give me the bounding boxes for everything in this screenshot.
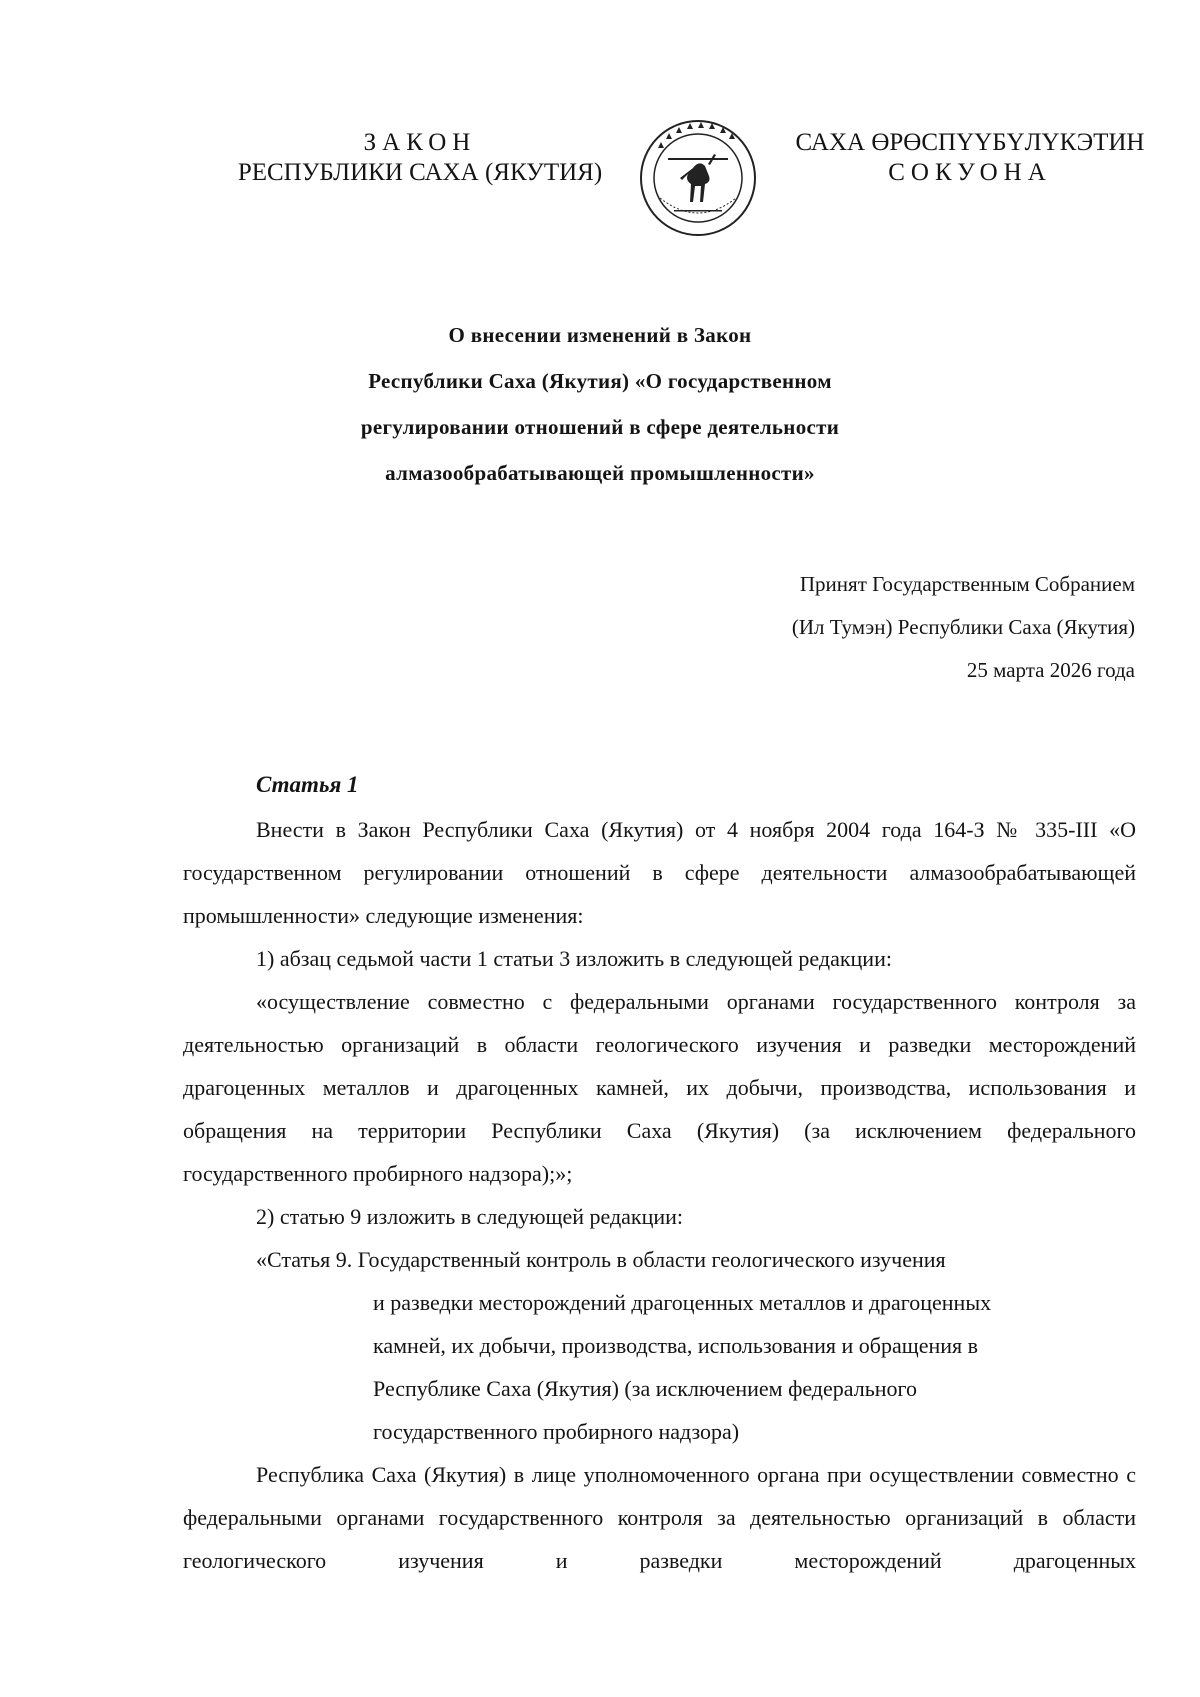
title-line2: Республики Саха (Якутия) «О государственном [368,369,832,393]
law-title [180,312,1020,496]
adoption-block [792,563,1135,692]
header-right-line2: СОКУОНА [888,159,1052,186]
adopted-line2: (Ил Тумэн) Республики Саха (Якутия) [791,615,1135,639]
header-right-line1: САХА ӨРӨСПҮҮБҮЛҮКЭТИН [795,129,1145,156]
art9-line5: государственного пробирного надзора) [373,1419,740,1444]
header-left [235,128,605,188]
header-left-line2: РЕСПУБЛИКИ САХА (ЯКУТИЯ) [237,159,603,186]
adopted-line1: Принят Государственным Собранием [799,572,1135,596]
item-1: 1) абзац седьмой части 1 статьи 3 изложить в следующей редакции: [256,946,892,971]
article-9-paragraph: Республика Саха (Якутия) в лице уполномоченного органа при осуществлении совместно с федеральными органами государственного контроля за деятельностью организаций в области геологического изучения и разведки месторождений драгоценных [183,1462,1136,1573]
art9-line3: камней, их добычи, производства, использования и обращения в [373,1333,979,1358]
article-intro: Внести в Закон Республики Саха (Якутия) от 4 ноября 2004 года 164-З № 335-III «О государственном регулировании отношений в сфере деятельности алмазообрабатывающей промышленности» следующие изменения: [183,817,1136,928]
item-2: 2) статью 9 изложить в следующей редакции: [256,1204,684,1229]
sakha-emblem-icon [638,118,758,238]
article-body [183,808,1136,1582]
art9-line4: Республике Саха (Якутия) (за исключением федерального [373,1376,917,1401]
header-left-line1: ЗАКОН [363,129,477,156]
adopted-date: 25 марта 2026 года [966,658,1135,682]
article-heading: Статья 1 [256,772,359,797]
art9-line2: и разведки месторождений драгоценных металлов и драгоценных [373,1290,992,1315]
article-9-heading [183,1238,1136,1453]
item-1-quote: «осуществление совместно с федеральными органами государственного контроля за деятельностью организаций в области геологического изучения и разведки месторождений драгоценных металлов и драгоценных камней, их добычи, производства, использования и обращения на территории Республики Саха (Якутия) (за исключением федерального государственного пробирного надзора);»; [183,989,1136,1186]
title-line1: О внесении изменений в Закон [448,323,752,347]
title-line3: регулировании отношений в сфере деятельности [360,415,840,439]
header-right [790,128,1150,188]
art9-line1: «Статья 9. Государственный контроль в области геологического изучения [256,1247,946,1272]
title-line4: алмазообрабатывающей промышленности» [385,461,815,485]
